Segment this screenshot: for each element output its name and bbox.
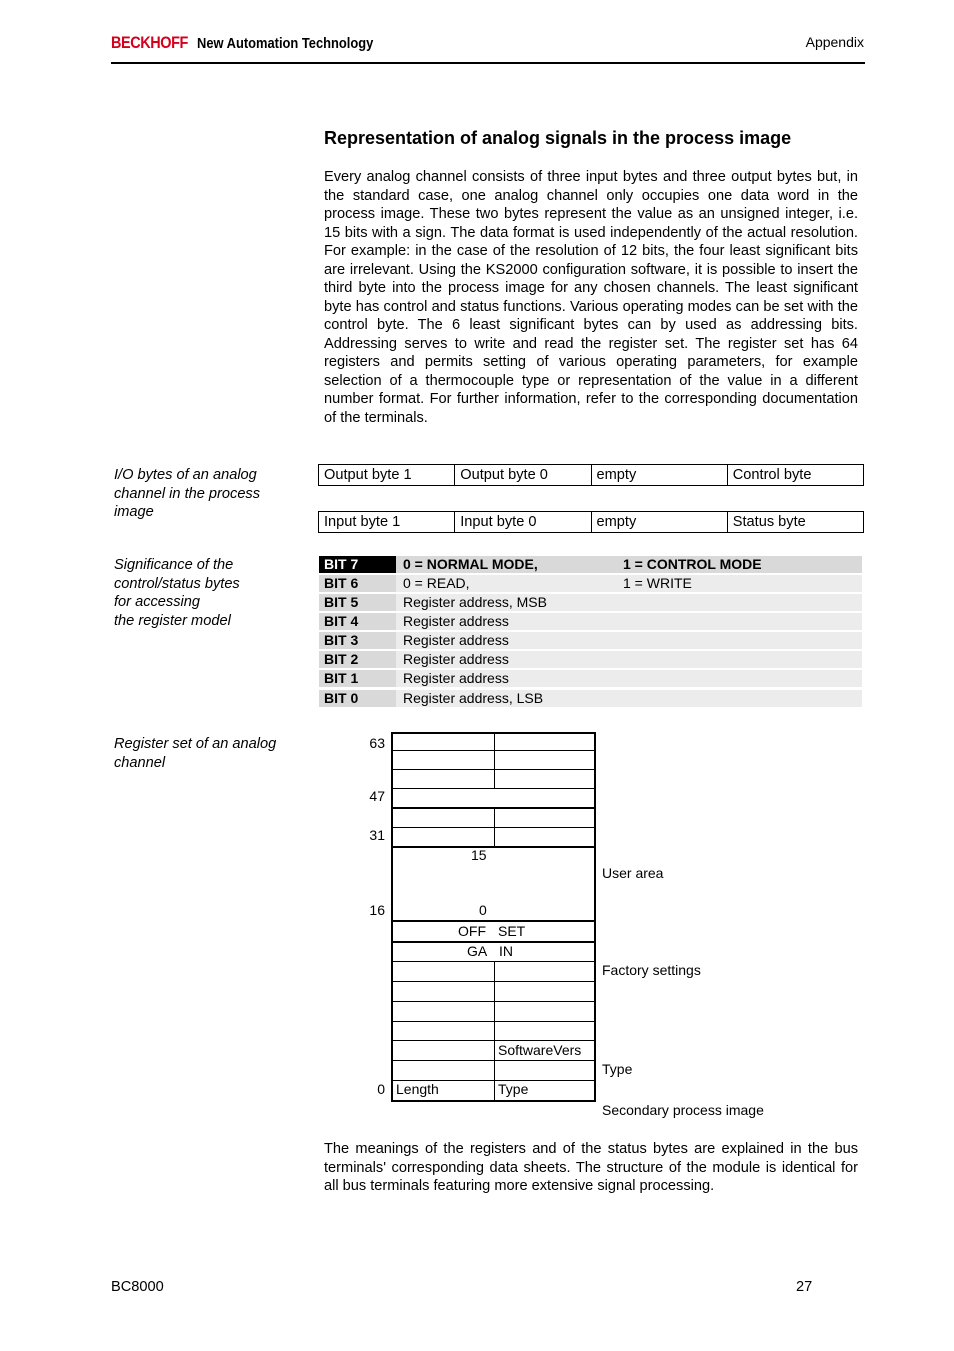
bit-meaning-1: 1 = WRITE: [623, 575, 692, 591]
register-line: [393, 846, 594, 848]
closing-paragraph: The meanings of the registers and of the status bytes are explained in the bus terminals' corresponding data sheets. The structure of the module is identical for all bus terminals featuring more extensive signal processing.: [324, 1141, 858, 1194]
bits-note: [114, 556, 294, 630]
bit-label: BIT 5: [319, 594, 396, 611]
register-divider: [494, 734, 495, 788]
bit-row: [319, 690, 862, 707]
bit-meaning-1: [623, 651, 862, 668]
output-empty: empty: [592, 465, 728, 485]
length-label: Length: [396, 1081, 439, 1097]
secondary-process-image-label: Secondary process image: [602, 1102, 764, 1118]
bit-meaning-1: [623, 670, 862, 687]
input-byte-1: Input byte 1: [319, 512, 455, 532]
io-bytes-note: I/O bytes of an analog channel in the process image: [114, 467, 261, 520]
bit-row: [319, 556, 862, 573]
register-set-note: Register set of an analog channel: [114, 736, 277, 771]
bit-meaning-1: [623, 613, 862, 630]
register-index-label: 63: [369, 735, 385, 751]
bit-row: [319, 613, 862, 630]
bit-row: [319, 575, 862, 592]
bit-meaning-0: 0 = NORMAL MODE,: [403, 556, 538, 572]
tagline: New Automation Technology: [197, 35, 374, 52]
page-number: 27: [796, 1279, 813, 1295]
bit-meaning-0: Register address: [403, 632, 509, 648]
bit-label: BIT 6: [319, 575, 396, 592]
bit-label: BIT 7: [319, 556, 396, 573]
factory-settings-label: Factory settings: [602, 962, 701, 978]
bit-label: BIT 0: [319, 690, 396, 707]
gain-label: GA: [467, 943, 488, 959]
section-name: Appendix: [805, 34, 864, 50]
bit-meaning-1: [623, 594, 862, 611]
bit-label: BIT 3: [319, 632, 396, 649]
offset-label: OFF: [458, 923, 486, 939]
footer-document: BC8000: [111, 1279, 164, 1295]
bit-meaning-0: 0 = READ,: [403, 575, 470, 591]
bit-meaning-0: Register address, MSB: [403, 594, 547, 610]
intro-paragraph: Every analog channel consists of three input bytes and three output bytes but, in the standard case, one analog channel only occupies one data word in the process image. These two bytes represent the value as an unsigned integer, i.e. 15 bits with a sign. The data format is used independently of the actual resolution. For example: in the case of the resolution of 12 bits, the four least significant bits are irrelevant. Using the KS2000 configuration software, it is possible to insert the third byte into the process image for any chosen channels. The least significant byte has control and status functions. Various operating modes can be set with the control byte. The 6 least significant bytes can by used as addressing bits. Addressing serves to write and read the register set. The register set has 64 registers and permits setting of various operating parameters, for example selection of a thermocouple type or representation of the value in a different number format. For further information, refer to the corresponding documentation of the terminals.: [324, 169, 858, 426]
software-version-label: SoftwareVers: [498, 1042, 582, 1058]
bit-meaning-0: Register address: [403, 651, 509, 667]
register-divider: [494, 807, 495, 846]
bit-meaning-0: Register address: [403, 670, 509, 686]
bits-note-line: the register model: [114, 612, 231, 629]
register-index-label: 47: [369, 788, 385, 804]
register-line: [393, 920, 594, 922]
bits-note-line: Significance of the: [114, 557, 234, 573]
register-index-label: 0: [377, 1081, 385, 1097]
page-heading: Representation of analog signals in the process image: [324, 128, 792, 148]
bit-row: [319, 594, 862, 611]
bit-row: [319, 632, 862, 649]
header-rule: [111, 62, 865, 64]
bit-label: BIT 1: [319, 670, 396, 687]
input-bytes-row: [318, 511, 864, 533]
register-set-diagram: [391, 732, 596, 1102]
output-byte-0: Output byte 0: [455, 465, 591, 485]
input-empty: empty: [592, 512, 728, 532]
gain-label: IN: [499, 943, 513, 959]
bit-table: [319, 556, 862, 709]
type-area-label: Type: [602, 1061, 633, 1077]
bit-meaning-1: 1 = CONTROL MODE: [623, 556, 762, 572]
register-index-label: 16: [369, 902, 385, 918]
bit-meaning-1: [623, 632, 862, 649]
output-bytes-row: [318, 464, 864, 486]
bit-label: BIT 2: [319, 651, 396, 668]
bit-0-label: 0: [479, 902, 487, 918]
bit-meaning-1: [623, 690, 862, 707]
type-cell-label: Type: [498, 1081, 529, 1097]
output-byte-1: Output byte 1: [319, 465, 455, 485]
status-byte: Status byte: [732, 514, 806, 530]
input-byte-0: Input byte 0: [455, 512, 591, 532]
register-divider: [494, 961, 495, 1100]
bits-note-line: for accessing: [114, 594, 200, 610]
bit-row: [319, 651, 862, 668]
bit-15-label: 15: [471, 847, 487, 863]
register-line: [393, 941, 594, 943]
bit-meaning-0: Register address, LSB: [403, 690, 544, 706]
beckhoff-logo: BECKHOFF: [111, 33, 188, 52]
bit-label: BIT 4: [319, 613, 396, 630]
bit-row: [319, 670, 862, 687]
bit-meaning-0: Register address: [403, 613, 509, 629]
user-area-label: User area: [602, 865, 664, 881]
control-byte: Control byte: [732, 467, 812, 483]
offset-label: SET: [498, 923, 526, 939]
register-index-label: 31: [369, 827, 385, 843]
bits-note-line: control/status bytes: [114, 575, 240, 592]
register-line: [393, 788, 594, 789]
